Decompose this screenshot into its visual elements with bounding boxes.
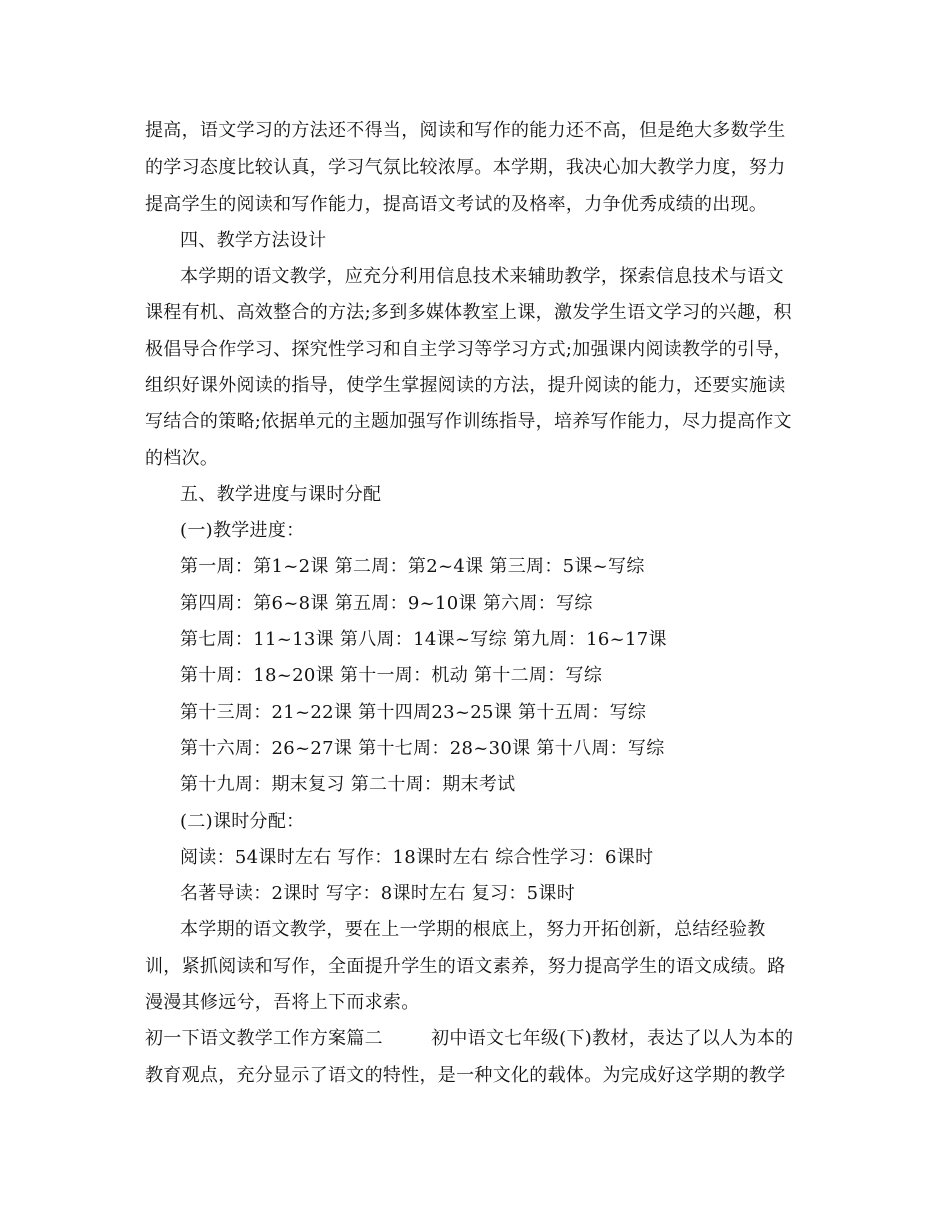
sub-heading: (二)课时分配： bbox=[180, 811, 305, 832]
schedule-line: 第一周：第1~2课 第二周：第2~4课 第三周：5课~写综 bbox=[180, 556, 645, 577]
text-line: 提高学生的阅读和写作能力，提高语文考试的及格率，力争优秀成绩的出现。 bbox=[145, 194, 768, 215]
text-line: 的学习态度比较认真，学习气氛比较浓厚。本学期，我决心加大教学力度，努力 bbox=[145, 157, 786, 178]
allocation-line: 名著导读：2课时 写字：8课时左右 复习：5课时 bbox=[180, 883, 575, 904]
text-line: 本学期的语文教学，应充分利用信息技术来辅助教学，探索信息技术与语文 bbox=[180, 266, 784, 287]
text-line: 极倡导合作学习、探究性学习和自主学习等学习方式;加强课内阅读教学的引导， bbox=[145, 339, 792, 360]
text-line: 本学期的语文教学，要在上一学期的根底上，努力开拓创新，总结经验教 bbox=[180, 919, 766, 940]
schedule-line: 第十六周：26~27课 第十七周：28~30课 第十八周：写综 bbox=[180, 738, 665, 759]
text-line: 的档次。 bbox=[145, 448, 219, 469]
text-line: 课程有机、高效整合的方法;多到多媒体教室上课，激发学生语文学习的兴趣，积 bbox=[145, 302, 792, 323]
schedule-line: 第四周：第6~8课 第五周：9~10课 第六周：写综 bbox=[180, 593, 593, 614]
text-line: 组织好课外阅读的指导，使学生掌握阅读的方法，提升阅读的能力，还要实施读 bbox=[145, 375, 786, 396]
sub-heading: (一)教学进度： bbox=[180, 520, 305, 541]
schedule-line: 第十九周：期末复习 第二十周：期末考试 bbox=[180, 774, 516, 795]
schedule-line: 第十三周：21~22课 第十四周23~25课 第十五周：写综 bbox=[180, 702, 647, 723]
text-line: 提高，语文学习的方法还不得当，阅读和写作的能力还不高，但是绝大多数学生 bbox=[145, 120, 786, 141]
schedule-line: 第七周：11~13课 第八周：14课~写综 第九周：16~17课 bbox=[180, 629, 667, 650]
section-heading: 四、教学方法设计 bbox=[180, 230, 327, 251]
text-line: 初一下语文教学工作方案篇二 初中语文七年级(下)教材，表达了以人为本的 bbox=[145, 1028, 794, 1049]
section-heading: 五、教学进度与课时分配 bbox=[180, 484, 382, 505]
text-line: 训，紧抓阅读和写作，全面提升学生的语文素养，努力提高学生的语文成绩。路 bbox=[145, 956, 786, 977]
text-line: 写结合的策略;依据单元的主题加强写作训练指导，培养写作能力，尽力提高作文 bbox=[145, 411, 792, 432]
text-line: 教育观点，充分显示了语文的特性，是一种文化的载体。为完成好这学期的教学 bbox=[145, 1065, 786, 1086]
allocation-line: 阅读：54课时左右 写作：18课时左右 综合性学习：6课时 bbox=[180, 847, 654, 868]
schedule-line: 第十周：18~20课 第十一周：机动 第十二周：写综 bbox=[180, 665, 603, 686]
text-line: 漫漫其修远兮，吾将上下而求索。 bbox=[145, 992, 420, 1013]
